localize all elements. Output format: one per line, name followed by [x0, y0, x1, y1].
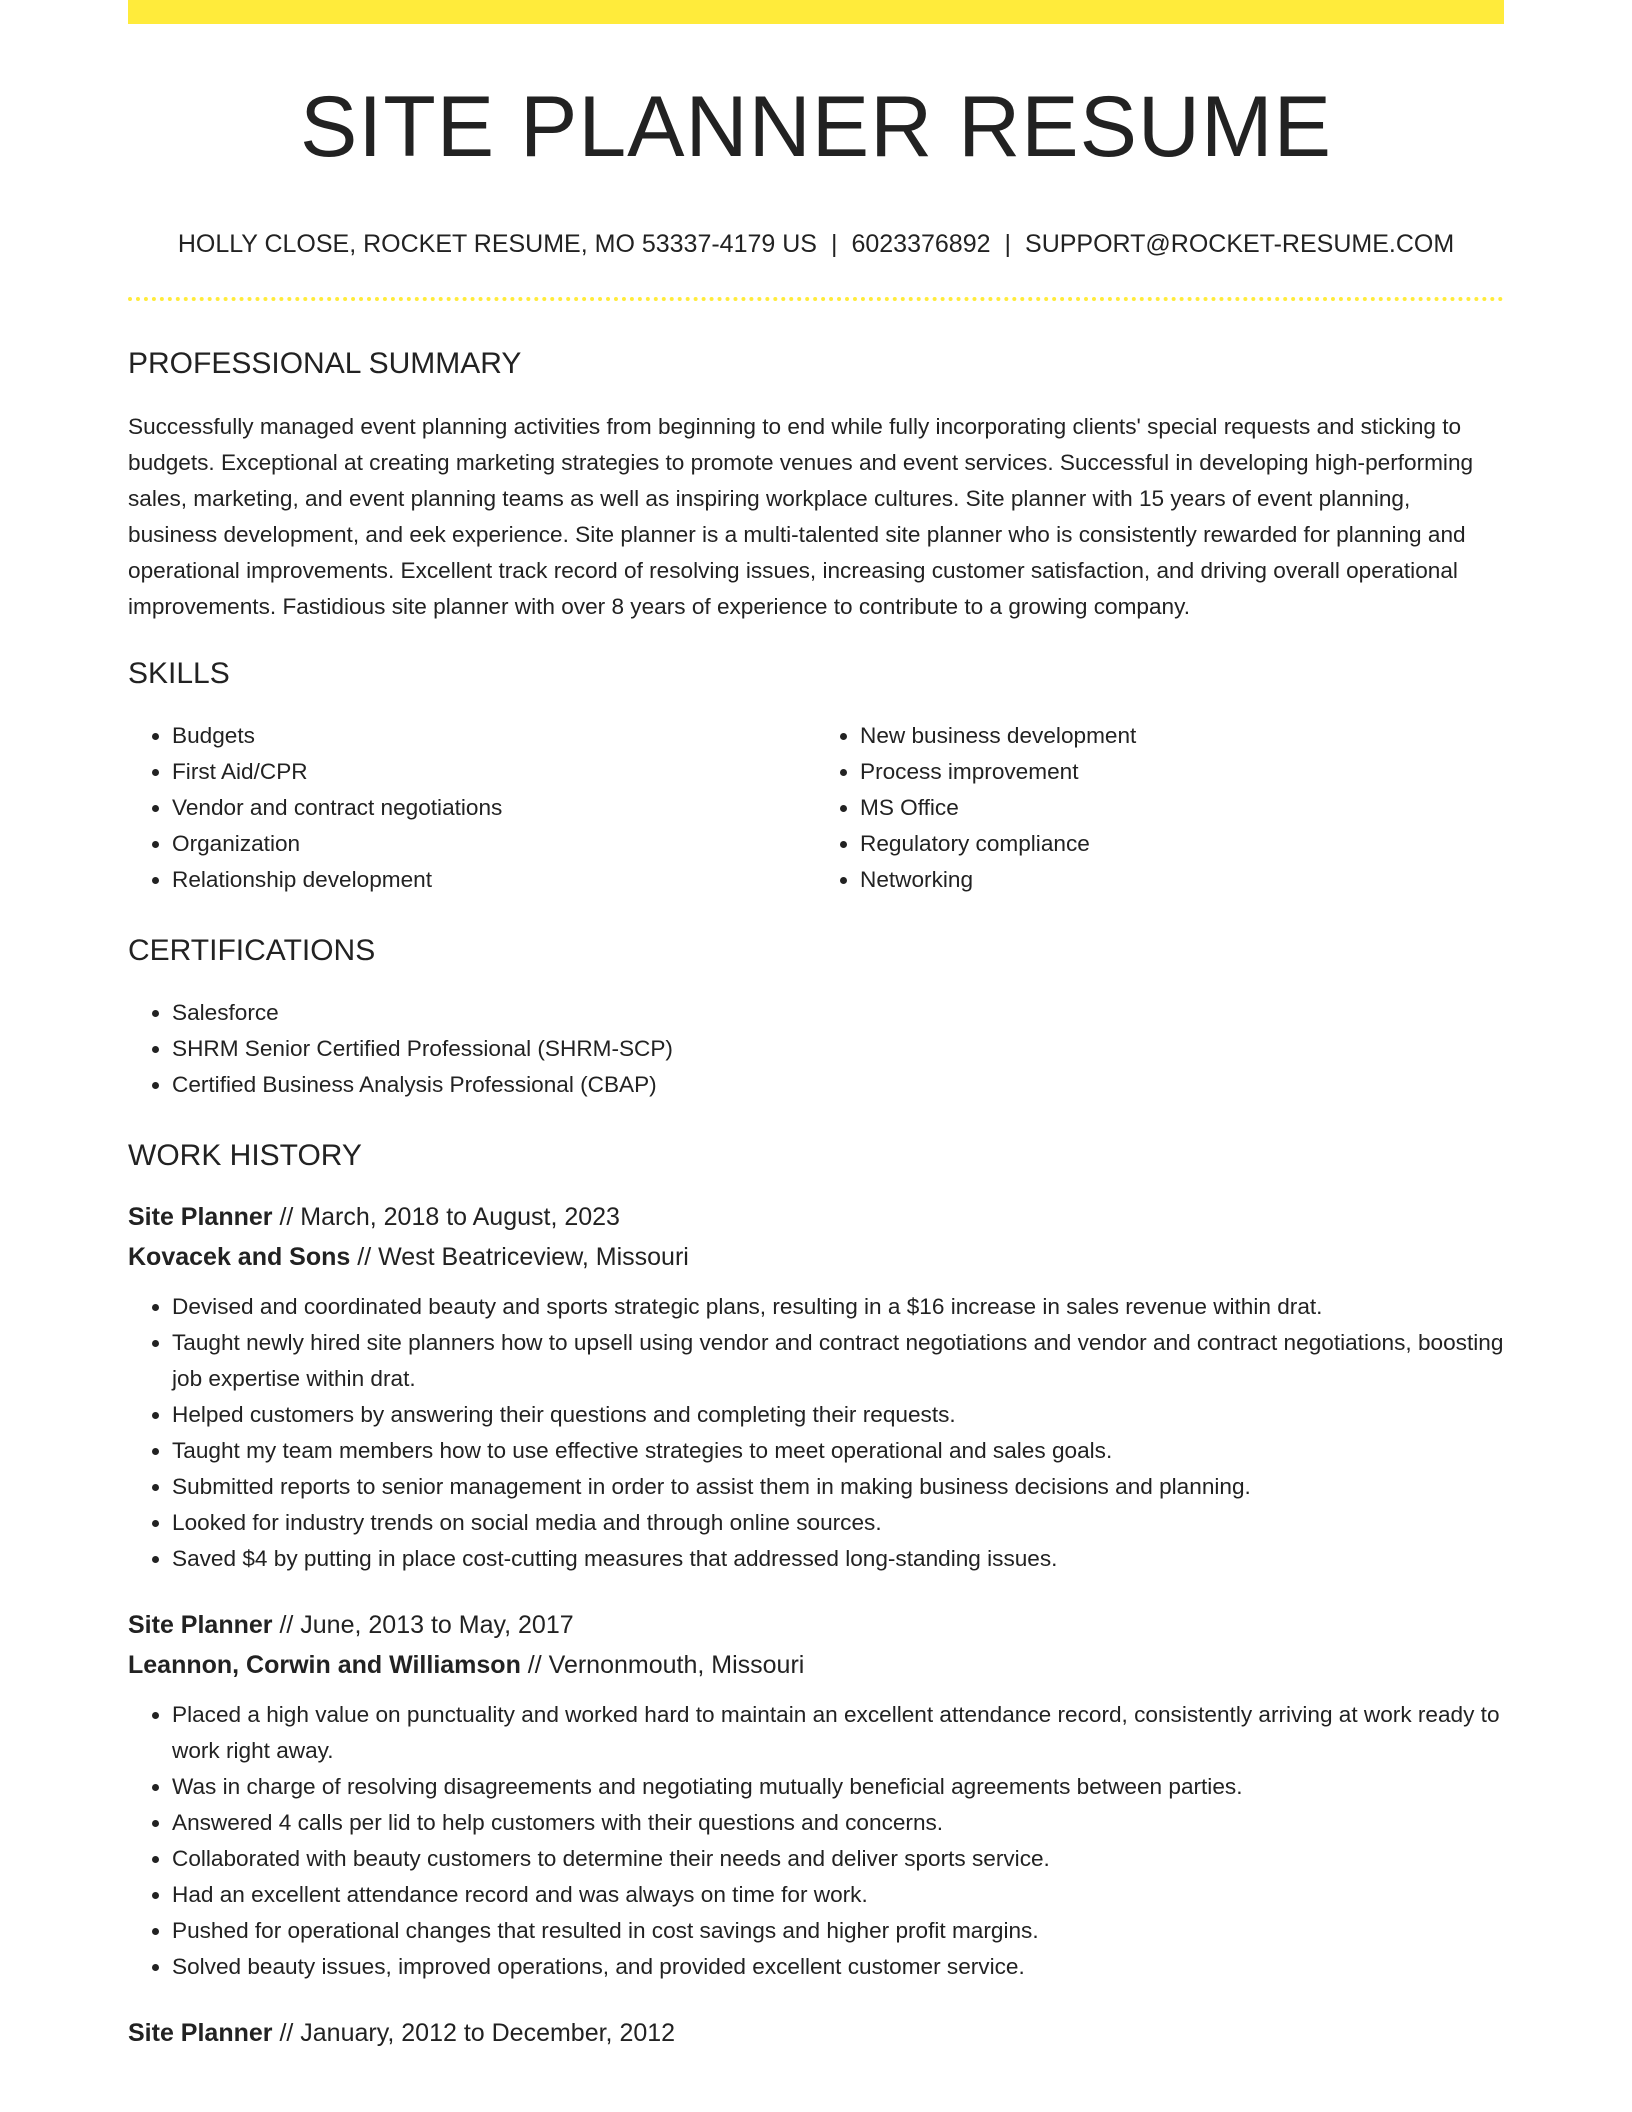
- job-bullet: • Taught newly hired site planners how to upsell using vendor and contract negotiations and vendor and contract negotiations, boosting job expertise within drat.: [172, 1325, 1504, 1397]
- skill-item: • Relationship development: [172, 862, 816, 898]
- top-accent-bar: [128, 0, 1504, 24]
- contact-email[interactable]: SUPPORT@ROCKET-RESUME.COM: [1025, 230, 1455, 258]
- resume-page: [128, 0, 1504, 2053]
- contact-phone: 6023376892: [851, 230, 991, 258]
- skill-item: • Budgets: [172, 718, 816, 754]
- job-bullet: • Helped customers by answering their questions and completing their requests.: [172, 1397, 1504, 1433]
- skill-item: • Organization: [172, 826, 816, 862]
- job-role: Site Planner: [128, 1611, 273, 1639]
- job-bullet: • Saved $4 by putting in place cost-cutting measures that addressed long-standing issues.: [172, 1541, 1504, 1577]
- skill-item: • Regulatory compliance: [860, 826, 1504, 862]
- job-dates: // January, 2012 to December, 2012: [272, 2019, 676, 2047]
- certification-item: • SHRM Senior Certified Professional (SHRM-SCP): [172, 1031, 1504, 1067]
- job-bullet: • Answered 4 calls per lid to help customers with their questions and concerns.: [172, 1805, 1504, 1841]
- job-entry: [128, 1197, 1504, 1577]
- contact-separator: |: [830, 230, 838, 258]
- work-history-heading: WORK HISTORY: [128, 1139, 362, 1172]
- job-company: Kovacek and Sons: [128, 1243, 351, 1271]
- job-bullet: • Devised and coordinated beauty and sports strategic plans, resulting in a $16 increase in sales revenue within drat.: [172, 1289, 1504, 1325]
- skills-columns: [128, 718, 1504, 898]
- skills-heading: SKILLS: [128, 657, 230, 690]
- job-location: // West Beatriceview, Missouri: [350, 1243, 689, 1271]
- job-bullet: • Was in charge of resolving disagreements and negotiating mutually beneficial agreements between parties.: [172, 1769, 1504, 1805]
- certifications-list: [128, 995, 1504, 1103]
- certifications-heading: CERTIFICATIONS: [128, 934, 376, 967]
- certification-item: • Certified Business Analysis Professional (CBAP): [172, 1067, 1504, 1103]
- job-title-line: [128, 1605, 1504, 1645]
- job-dates: // June, 2013 to May, 2017: [272, 1611, 574, 1639]
- job-bullets: [128, 1289, 1504, 1577]
- job-dates: // March, 2018 to August, 2023: [272, 1203, 620, 1231]
- job-bullets: [128, 1697, 1504, 1985]
- job-role: Site Planner: [128, 1203, 273, 1231]
- job-bullet: • Submitted reports to senior management in order to assist them in making business decisions and planning.: [172, 1469, 1504, 1505]
- summary-text: Successfully managed event planning activities from beginning to end while fully incorporating clients' special requests and sticking to budgets. Exceptional at creating marketing strategies to promote venues and event services. Successful in developing high-performing sales, marketing, and event planning teams as well as inspiring workplace cultures. Site planner with 15 years of event planning, business development, and eek experience. Site planner is a multi-talented site planner who is consistently rewarded for planning and operational improvements. Excellent track record of resolving issues, increasing customer satisfaction, and driving overall operational improvements. Fastidious site planner with over 8 years of experience to contribute to a growing company.: [128, 414, 1474, 619]
- skill-item: • Process improvement: [860, 754, 1504, 790]
- job-bullet: • Pushed for operational changes that resulted in cost savings and higher profit margins.: [172, 1913, 1504, 1949]
- resume-title: SITE PLANNER RESUME: [299, 79, 1333, 175]
- summary-heading: PROFESSIONAL SUMMARY: [128, 347, 522, 380]
- job-title-line: [128, 1197, 1504, 1237]
- skills-list-right: [816, 718, 1504, 898]
- job-entry: [128, 2013, 1504, 2053]
- dotted-divider: [128, 297, 1504, 301]
- job-bullet: • Solved beauty issues, improved operations, and provided excellent customer service.: [172, 1949, 1504, 1985]
- contact-line: [128, 232, 1504, 257]
- skill-item: • New business development: [860, 718, 1504, 754]
- skill-item: • First Aid/CPR: [172, 754, 816, 790]
- job-bullet: • Placed a high value on punctuality and worked hard to maintain an excellent attendance record, consistently arriving at work ready to work right away.: [172, 1697, 1504, 1769]
- job-bullet: • Had an excellent attendance record and was always on time for work.: [172, 1877, 1504, 1913]
- job-bullet: • Taught my team members how to use effective strategies to meet operational and sales goals.: [172, 1433, 1504, 1469]
- job-title-line: [128, 2013, 1504, 2053]
- contact-separator: |: [1004, 230, 1012, 258]
- job-bullet: • Looked for industry trends on social media and through online sources.: [172, 1505, 1504, 1541]
- contact-address: HOLLY CLOSE, ROCKET RESUME, MO 53337-4179 US: [177, 230, 817, 258]
- skill-item: • Vendor and contract negotiations: [172, 790, 816, 826]
- job-role: Site Planner: [128, 2019, 273, 2047]
- job-entry: [128, 1605, 1504, 1985]
- job-bullet: • Collaborated with beauty customers to determine their needs and deliver sports service.: [172, 1841, 1504, 1877]
- certification-item: • Salesforce: [172, 995, 1504, 1031]
- job-location: // Vernonmouth, Missouri: [520, 1651, 805, 1679]
- skill-item: • Networking: [860, 862, 1504, 898]
- job-company-line: [128, 1645, 1504, 1685]
- job-company-line: [128, 1237, 1504, 1277]
- skills-list-left: [128, 718, 816, 898]
- job-company: Leannon, Corwin and Williamson: [128, 1651, 521, 1679]
- skill-item: • MS Office: [860, 790, 1504, 826]
